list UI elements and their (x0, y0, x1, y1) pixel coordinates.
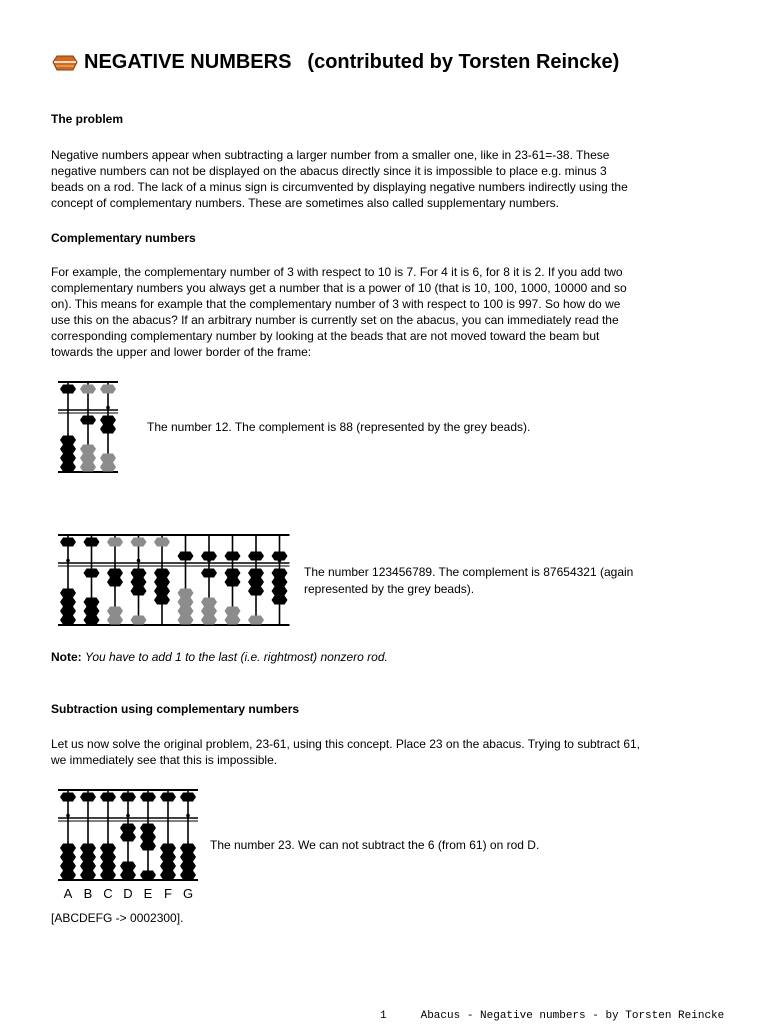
abacus-bead (60, 871, 76, 880)
abacus-bead (80, 463, 96, 472)
abacus-bead (272, 596, 288, 605)
abacus-bead (140, 871, 156, 880)
rod-mapping: [ABCDEFG -> 0002300]. (51, 911, 184, 925)
abacus-bead (120, 862, 136, 871)
abacus-bead (100, 463, 116, 472)
abacus-bead (225, 552, 241, 561)
note-text: You have to add 1 to the last (i.e. rightmost) nonzero rod. (85, 650, 388, 664)
title-main: NEGATIVE NUMBERS (84, 51, 292, 73)
problem-line: beads on a rod. The lack of a minus sign is circumvented by displaying negative numbers indirectly using the (51, 180, 628, 194)
abacus-bead (80, 454, 96, 463)
abacus-bead (60, 844, 76, 853)
abacus-bead (248, 578, 264, 587)
abacus-bead (60, 598, 76, 607)
abacus-unit-dot (66, 559, 70, 563)
abacus-bead (272, 552, 288, 561)
page-footer (380, 1010, 724, 1022)
abacus-bead (80, 385, 96, 394)
abacus-bead (80, 416, 96, 425)
abacus-bead (60, 616, 76, 625)
rod-label: B (83, 886, 93, 901)
complementary-line: For example, the complementary number of 3 with respect to 10 is 7. For 4 it is 6, for 8 it is 2. If you add two (51, 265, 623, 279)
abacus-bead (100, 862, 116, 871)
abacus-figure-23 (58, 788, 200, 904)
abacus-bead (107, 538, 123, 547)
abacus-bead (160, 844, 176, 853)
rod-label: E (143, 886, 153, 901)
abacus-bead (60, 454, 76, 463)
note-label: Note: (51, 650, 82, 664)
rod-label: G (182, 886, 194, 901)
abacus-bead (131, 538, 147, 547)
abacus-bead (180, 844, 196, 853)
abacus-bead (80, 862, 96, 871)
abacus-bead (160, 862, 176, 871)
abacus-bead (60, 445, 76, 454)
abacus-bead (154, 596, 170, 605)
abacus-bead (84, 607, 100, 616)
abacus-bead (140, 833, 156, 842)
abacus-bead (154, 587, 170, 596)
abacus-bead (225, 607, 241, 616)
abacus-bead (120, 871, 136, 880)
abacus-bead (120, 833, 136, 842)
problem-line: Negative numbers appear when subtracting a larger number from a smaller one, like in 23-61=-38. These (51, 148, 610, 162)
rod-label: F (164, 886, 172, 901)
heading-subtraction: Subtraction using complementary numbers (51, 702, 300, 716)
abacus-bead (60, 589, 76, 598)
abacus-bead (272, 569, 288, 578)
abacus-bead (248, 616, 264, 625)
abacus-bead (100, 793, 116, 802)
subtraction-line: Let us now solve the original problem, 23-61, using this concept. Place 23 on the abacus. Trying to subtract 61, (51, 737, 641, 751)
abacus-bead (107, 569, 123, 578)
abacus-bead (180, 862, 196, 871)
abacus-bead (80, 844, 96, 853)
abacus-bead (100, 871, 116, 880)
abacus-bead (80, 445, 96, 454)
abacus-bead (154, 538, 170, 547)
figure-2-caption-line: The number 123456789. The complement is 87654321 (again (304, 565, 634, 579)
abacus-bead (107, 607, 123, 616)
abacus-bead (100, 844, 116, 853)
abacus-bead (84, 569, 100, 578)
abacus-bead (60, 538, 76, 547)
abacus-bead (131, 616, 147, 625)
abacus-bead (120, 793, 136, 802)
figure-2-caption (304, 564, 633, 598)
abacus-bead (154, 578, 170, 587)
abacus-bead (100, 853, 116, 862)
complementary-paragraph (51, 264, 723, 360)
abacus-figure-12 (58, 380, 140, 476)
heading-complementary-numbers: Complementary numbers (51, 231, 196, 245)
abacus-bead (180, 871, 196, 880)
abacus-bead (178, 607, 194, 616)
abacus-bead (60, 607, 76, 616)
abacus-bead (60, 385, 76, 394)
abacus-bead (60, 793, 76, 802)
abacus-bead (201, 569, 217, 578)
complementary-line: use this on the abacus? If an arbitrary number is currently set on the abacus, you can immediately read the (51, 313, 619, 327)
abacus-bead (160, 871, 176, 880)
abacus-bead (178, 616, 194, 625)
abacus-unit-dot (106, 406, 110, 410)
abacus-bead (100, 416, 116, 425)
note (51, 650, 388, 664)
abacus-bead (60, 436, 76, 445)
abacus-bead (80, 853, 96, 862)
abacus-bead (107, 578, 123, 587)
title-credit: (contributed by Torsten Reincke) (307, 51, 620, 73)
abacus-bead (140, 842, 156, 851)
abacus-bead (120, 824, 136, 833)
page-title (52, 51, 619, 74)
abacus-bead (180, 853, 196, 862)
abacus-bead (248, 569, 264, 578)
abacus-bead (248, 587, 264, 596)
subtraction-paragraph (51, 736, 723, 768)
abacus-bead (131, 578, 147, 587)
abacus-bead (154, 569, 170, 578)
abacus-bead (160, 793, 176, 802)
abacus-bead (201, 598, 217, 607)
abacus-figure-123456789 (58, 533, 298, 629)
abacus-bead (84, 538, 100, 547)
heading-the-problem: The problem (51, 112, 124, 126)
abacus-bead (160, 853, 176, 862)
abacus-bead (140, 824, 156, 833)
abacus-bead (178, 589, 194, 598)
figure-2-caption-line: represented by the grey beads). (304, 582, 475, 596)
abacus-bead (100, 425, 116, 434)
rod-label: A (63, 886, 73, 901)
abacus-bead (248, 552, 264, 561)
abacus-unit-dot (66, 814, 70, 818)
abacus-bead (100, 385, 116, 394)
abacus-bead (84, 616, 100, 625)
abacus-bead (225, 578, 241, 587)
abacus-bead (201, 607, 217, 616)
abacus-bead (201, 552, 217, 561)
rod-label: D (123, 886, 133, 901)
footer-text: Abacus - Negative numbers - by Torsten Reincke (420, 1010, 725, 1022)
abacus-bead (80, 871, 96, 880)
abacus-bead (131, 587, 147, 596)
complementary-line: on). This means for example that the complementary number of 3 with respect to 100 is 997. So how do we (51, 297, 621, 311)
complementary-line: towards the upper and lower border of the frame: (51, 345, 312, 359)
abacus-bead (60, 463, 76, 472)
figure-3-caption: The number 23. We can not subtract the 6 (from 61) on rod D. (210, 838, 540, 852)
abacus-bead (140, 793, 156, 802)
abacus-bead (100, 454, 116, 463)
abacus-bead (131, 569, 147, 578)
figure-1-caption: The number 12. The complement is 88 (represented by the grey beads). (147, 420, 531, 434)
problem-line: negative numbers can not be displayed on the abacus directly since it is impossible to place e.g. minus 3 (51, 164, 607, 178)
abacus-bead (60, 862, 76, 871)
abacus-bead (60, 853, 76, 862)
abacus-bead (272, 578, 288, 587)
abacus-bead (84, 598, 100, 607)
abacus-bead (201, 616, 217, 625)
abacus-logo-icon (52, 53, 78, 73)
abacus-unit-dot (126, 814, 130, 818)
abacus-bead (178, 552, 194, 561)
page-number: 1 (380, 1010, 387, 1022)
subtraction-line: we immediately see that this is impossible. (51, 753, 278, 767)
complementary-line: corresponding complementary number by looking at the beads that are not moved toward the beam but (51, 329, 600, 343)
abacus-unit-dot (186, 814, 190, 818)
abacus-bead (225, 569, 241, 578)
abacus-bead (272, 587, 288, 596)
problem-paragraph (51, 147, 723, 211)
abacus-bead (80, 793, 96, 802)
abacus-unit-dot (137, 559, 141, 563)
rod-label: C (103, 886, 113, 901)
abacus-bead (107, 616, 123, 625)
problem-line: concept of complementary numbers. These are sometimes also called supplementary numbers. (51, 196, 560, 210)
abacus-bead (225, 616, 241, 625)
complementary-line: complementary numbers you always get a number that is a power of 10 (that is 10, 100, 1000, 10000 and so (51, 281, 627, 295)
abacus-bead (178, 598, 194, 607)
abacus-bead (180, 793, 196, 802)
